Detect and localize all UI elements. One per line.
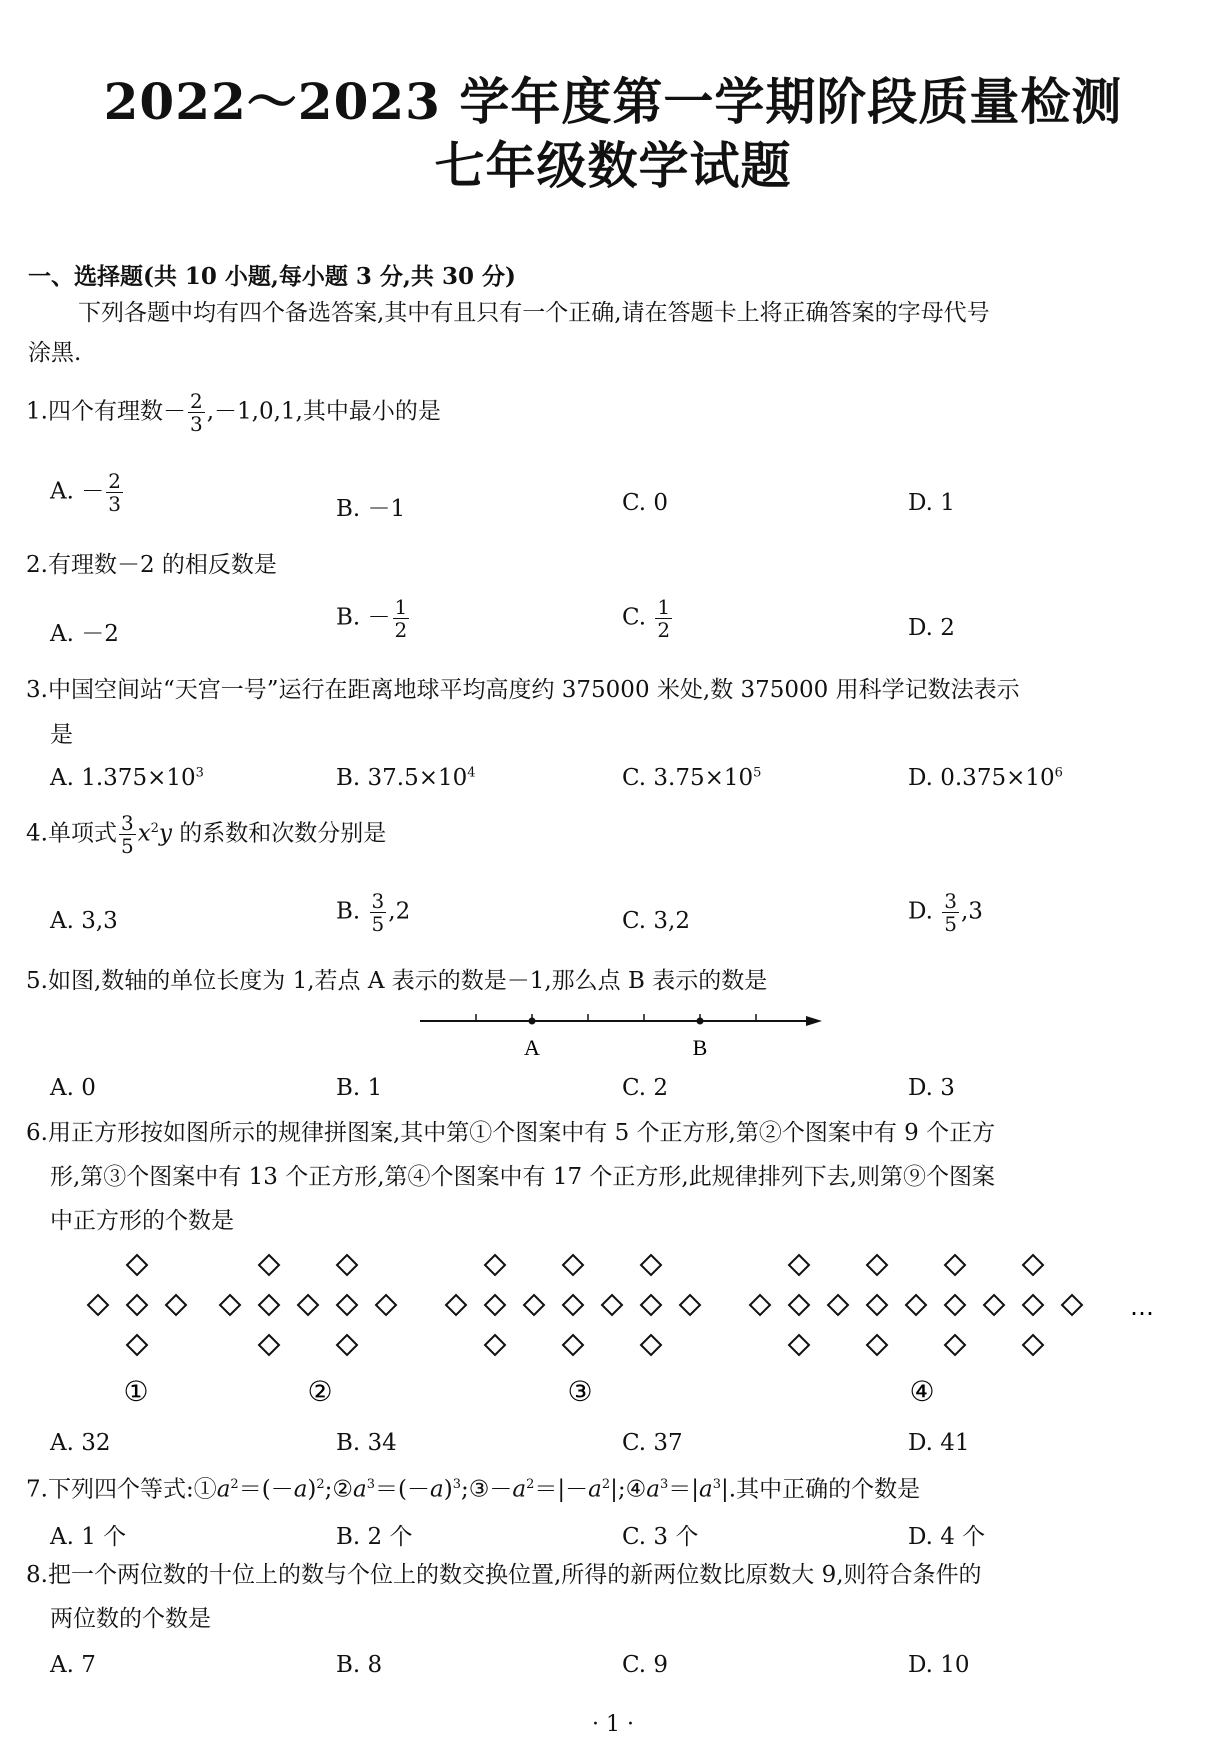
q1-prefix: 1.四个有理数－ <box>26 398 186 425</box>
q5-option-b: B. 1 <box>336 1075 383 1101</box>
q1-option-c: C. 0 <box>622 490 669 516</box>
q7-var: a <box>646 1476 660 1503</box>
q3-stem-line2: 是 <box>50 722 73 748</box>
q4-option-d <box>908 890 983 935</box>
diamond-squares <box>88 1255 1082 1355</box>
q6-option-d: D. 41 <box>908 1430 970 1456</box>
diamond-square <box>1062 1295 1082 1315</box>
q7-part: 7.下列四个等式:① <box>26 1476 217 1503</box>
q3-option-d <box>908 765 1063 791</box>
diamond-square <box>789 1255 809 1275</box>
q3-option-c-base: C. 3.75×10 <box>622 765 754 791</box>
q3-option-b-exp: 4 <box>467 765 476 781</box>
diamond-square <box>259 1255 279 1275</box>
q6-option-b: B. 34 <box>336 1430 397 1456</box>
q2-option-c-den: 2 <box>657 618 671 642</box>
point-b-dot <box>697 1018 704 1025</box>
q7-part: ;② <box>324 1476 354 1503</box>
q3-option-b <box>336 765 476 791</box>
q4-option-b-den: 5 <box>371 912 385 936</box>
diamond-square <box>1023 1295 1043 1315</box>
q1-frac-num: 2 <box>189 389 203 413</box>
q3-option-b-base: B. 37.5×10 <box>336 765 468 791</box>
q1-option-a-fraction <box>106 470 123 515</box>
q4-option-b-label: B. <box>336 898 361 925</box>
diamond-square <box>563 1335 583 1355</box>
diamond-square <box>259 1295 279 1315</box>
q3-stem-line1: 3.中国空间站“天宫一号”运行在距离地球平均高度约 375000 米处,数 375000 用科学记数法表示 <box>26 677 1020 703</box>
q7-option-b: B. 2 个 <box>336 1524 413 1550</box>
q5-option-a: A. 0 <box>50 1075 96 1101</box>
diamond-square <box>945 1255 965 1275</box>
q8-stem-line2: 两位数的个数是 <box>50 1606 211 1632</box>
q2-option-b-num: 1 <box>394 595 408 619</box>
diamond-square <box>563 1255 583 1275</box>
q8-option-d: D. 10 <box>908 1652 970 1678</box>
point-a-dot <box>529 1018 536 1025</box>
diamond-square <box>337 1255 357 1275</box>
q4-exp: 2 <box>150 820 159 836</box>
diamond-square <box>298 1295 318 1315</box>
diamond-square <box>945 1295 965 1315</box>
q6-stem-line1: 6.用正方形按如图所示的规律拼图案,其中第①个图案中有 5 个正方形,第②个图案中有 9 个正方 <box>26 1120 996 1146</box>
q4-option-d-num: 3 <box>944 889 957 913</box>
diamond-square <box>641 1335 661 1355</box>
q4-option-d-suffix: ,3 <box>960 898 983 925</box>
q4-option-b <box>336 890 410 935</box>
q7-option-c: C. 3 个 <box>622 1524 699 1550</box>
q4-frac-den: 5 <box>120 834 134 858</box>
q1-option-d: D. 1 <box>908 490 955 516</box>
diamond-square <box>750 1295 770 1315</box>
diamond-square <box>867 1335 887 1355</box>
diamond-square <box>485 1295 505 1315</box>
q4-var-x: x <box>137 820 151 847</box>
q7-exp: 2 <box>316 1477 325 1492</box>
q7-option-a: A. 1 个 <box>50 1524 127 1550</box>
q2-option-b-label: B. － <box>336 604 391 631</box>
q5-option-d: D. 3 <box>908 1075 955 1101</box>
q4-option-d-label: D. <box>908 898 933 925</box>
diamond-square <box>127 1255 147 1275</box>
q7-exp: 2 <box>526 1477 535 1492</box>
q5-stem: 5.如图,数轴的单位长度为 1,若点 A 表示的数是－1,那么点 B 表示的数是 <box>26 968 768 994</box>
diamond-square <box>127 1295 147 1315</box>
diamond-square <box>867 1255 887 1275</box>
q1-frac-den: 3 <box>189 412 203 436</box>
q7-var: a <box>216 1476 231 1503</box>
q8-stem-line1: 8.把一个两位数的十位上的数与个位上的数交换位置,所得的新两位数比原数大 9,则符合条件的 <box>26 1562 982 1588</box>
diamond-square <box>641 1255 661 1275</box>
q2-option-b-den: 2 <box>394 618 408 642</box>
q1-option-a-num: 2 <box>108 469 121 493</box>
number-line-figure <box>410 1005 830 1065</box>
q7-stem <box>26 1470 920 1505</box>
q7-part: ＝|－ <box>534 1476 589 1503</box>
diamond-square <box>485 1255 505 1275</box>
q4-option-a: A. 3,3 <box>50 908 118 934</box>
q7-part: ＝(－ <box>238 1476 294 1503</box>
diamond-square <box>602 1295 622 1315</box>
q8-option-c: C. 9 <box>622 1652 669 1678</box>
pattern-label-3: ③ <box>567 1375 593 1408</box>
q4-prefix: 4.单项式 <box>26 820 117 847</box>
diamond-square <box>680 1295 700 1315</box>
q6-stem-line2: 形,第③个图案中有 13 个正方形,第④个图案中有 17 个正方形,此规律排列下去,则第⑨个图案 <box>50 1164 996 1190</box>
q2-option-b <box>336 596 411 641</box>
instructions-line1: 下列各题中均有四个备选答案,其中有且只有一个正确,请在答题卡上将正确答案的字母代号 <box>78 300 990 326</box>
q3-option-d-base: D. 0.375×10 <box>908 765 1055 791</box>
q5-option-c: C. 2 <box>622 1075 669 1101</box>
q7-part: ＝(－ <box>375 1476 431 1503</box>
q7-part: |.其中正确的个数是 <box>721 1476 921 1503</box>
q2-option-d: D. 2 <box>908 615 955 641</box>
exam-title-line2: 七年级数学试题 <box>434 136 792 195</box>
q7-part: |;④ <box>610 1476 647 1503</box>
q3-option-a-base: A. 1.375×10 <box>50 765 196 791</box>
q4-stem <box>26 812 386 857</box>
q3-option-a <box>50 765 204 791</box>
diamond-square <box>1023 1335 1043 1355</box>
diamond-square <box>984 1295 1004 1315</box>
q7-var: a <box>293 1476 308 1503</box>
point-a-label: A <box>524 1035 540 1060</box>
diamond-square <box>259 1335 279 1355</box>
diamond-square <box>945 1335 965 1355</box>
q7-var: a <box>699 1476 713 1503</box>
q4-option-d-den: 5 <box>944 912 957 936</box>
pattern-ellipsis: … <box>1130 1293 1154 1321</box>
diamond-square <box>376 1295 396 1315</box>
q2-option-c <box>622 596 674 641</box>
q2-option-a: A. －2 <box>50 621 119 647</box>
q2-option-c-label: C. <box>622 604 647 631</box>
q6-option-a: A. 32 <box>50 1430 111 1456</box>
q7-var: a <box>353 1476 367 1503</box>
diamond-square <box>337 1335 357 1355</box>
diamond-square <box>789 1295 809 1315</box>
instructions-line2: 涂黑. <box>28 340 82 366</box>
pattern-label-1: ① <box>123 1375 149 1408</box>
q4-option-c: C. 3,2 <box>622 908 690 934</box>
q4-frac-num: 3 <box>120 811 134 835</box>
q4-suffix: 的系数和次数分别是 <box>171 820 387 847</box>
number-line-arrow <box>806 1016 822 1026</box>
q4-option-b-fraction <box>370 890 387 935</box>
q7-exp: 3 <box>712 1477 722 1492</box>
diamond-square <box>220 1295 240 1315</box>
q7-var: a <box>512 1476 527 1503</box>
q4-option-b-suffix: ,2 <box>388 898 411 925</box>
q6-stem-line3: 中正方形的个数是 <box>50 1208 234 1234</box>
q7-var: a <box>588 1476 602 1503</box>
q3-option-c <box>622 765 761 791</box>
q3-option-c-exp: 5 <box>753 765 762 781</box>
diamond-square <box>485 1335 505 1355</box>
q7-exp: 2 <box>601 1477 611 1492</box>
q2-option-b-fraction <box>393 596 410 641</box>
diamond-square <box>1023 1255 1043 1275</box>
q8-option-a: A. 7 <box>50 1652 96 1678</box>
q3-option-d-exp: 6 <box>1054 765 1063 781</box>
q1-option-a-label: A. － <box>50 478 105 505</box>
diamond-square <box>88 1295 108 1315</box>
diamond-square <box>337 1295 357 1315</box>
q4-var-y: y <box>158 820 172 847</box>
q4-option-b-num: 3 <box>371 889 385 913</box>
diamond-square <box>127 1335 147 1355</box>
page-number: · 1 · <box>592 1712 634 1737</box>
q7-part: ) <box>443 1476 453 1503</box>
q8-option-b: B. 8 <box>336 1652 383 1678</box>
q7-exp: 3 <box>366 1477 376 1492</box>
diamond-square <box>828 1295 848 1315</box>
q4-fraction <box>119 812 136 857</box>
q7-part: ;③－ <box>461 1476 513 1503</box>
diamond-square <box>446 1295 466 1315</box>
diamond-square <box>641 1295 661 1315</box>
diamond-square <box>563 1295 583 1315</box>
q1-option-a <box>50 470 125 515</box>
q1-option-b: B. －1 <box>336 496 406 522</box>
q7-exp: 2 <box>230 1477 239 1492</box>
pattern-label-4: ④ <box>909 1375 935 1408</box>
q3-option-a-exp: 3 <box>195 765 204 781</box>
q2-option-c-num: 1 <box>657 595 671 619</box>
q1-stem <box>26 390 441 435</box>
q1-option-a-den: 3 <box>108 492 121 516</box>
diamond-square <box>524 1295 544 1315</box>
q6-option-c: C. 37 <box>622 1430 683 1456</box>
q1-suffix: ,－1,0,1,其中最小的是 <box>206 398 441 425</box>
q2-stem: 2.有理数－2 的相反数是 <box>26 552 277 578</box>
q7-option-d: D. 4 个 <box>908 1524 986 1550</box>
diamond-square <box>166 1295 186 1315</box>
square-pattern-figure <box>80 1245 1180 1420</box>
q1-fraction <box>188 390 205 435</box>
diamond-square <box>906 1295 926 1315</box>
q7-part: ＝| <box>668 1476 700 1503</box>
section-heading: 一、选择题(共 10 小题,每小题 3 分,共 30 分) <box>28 263 516 290</box>
pattern-label-2: ② <box>307 1375 333 1408</box>
q7-var: a <box>430 1476 444 1503</box>
q2-option-c-fraction <box>655 596 672 641</box>
point-b-label: B <box>692 1035 708 1060</box>
exam-title-line1: 2022～2023 学年度第一学期阶段质量检测 <box>103 72 1123 131</box>
q7-part: ) <box>307 1476 317 1503</box>
q4-option-d-fraction <box>942 890 959 935</box>
q7-exp: 3 <box>452 1477 462 1492</box>
diamond-square <box>789 1335 809 1355</box>
q7-exp: 3 <box>659 1477 669 1492</box>
diamond-square <box>867 1295 887 1315</box>
